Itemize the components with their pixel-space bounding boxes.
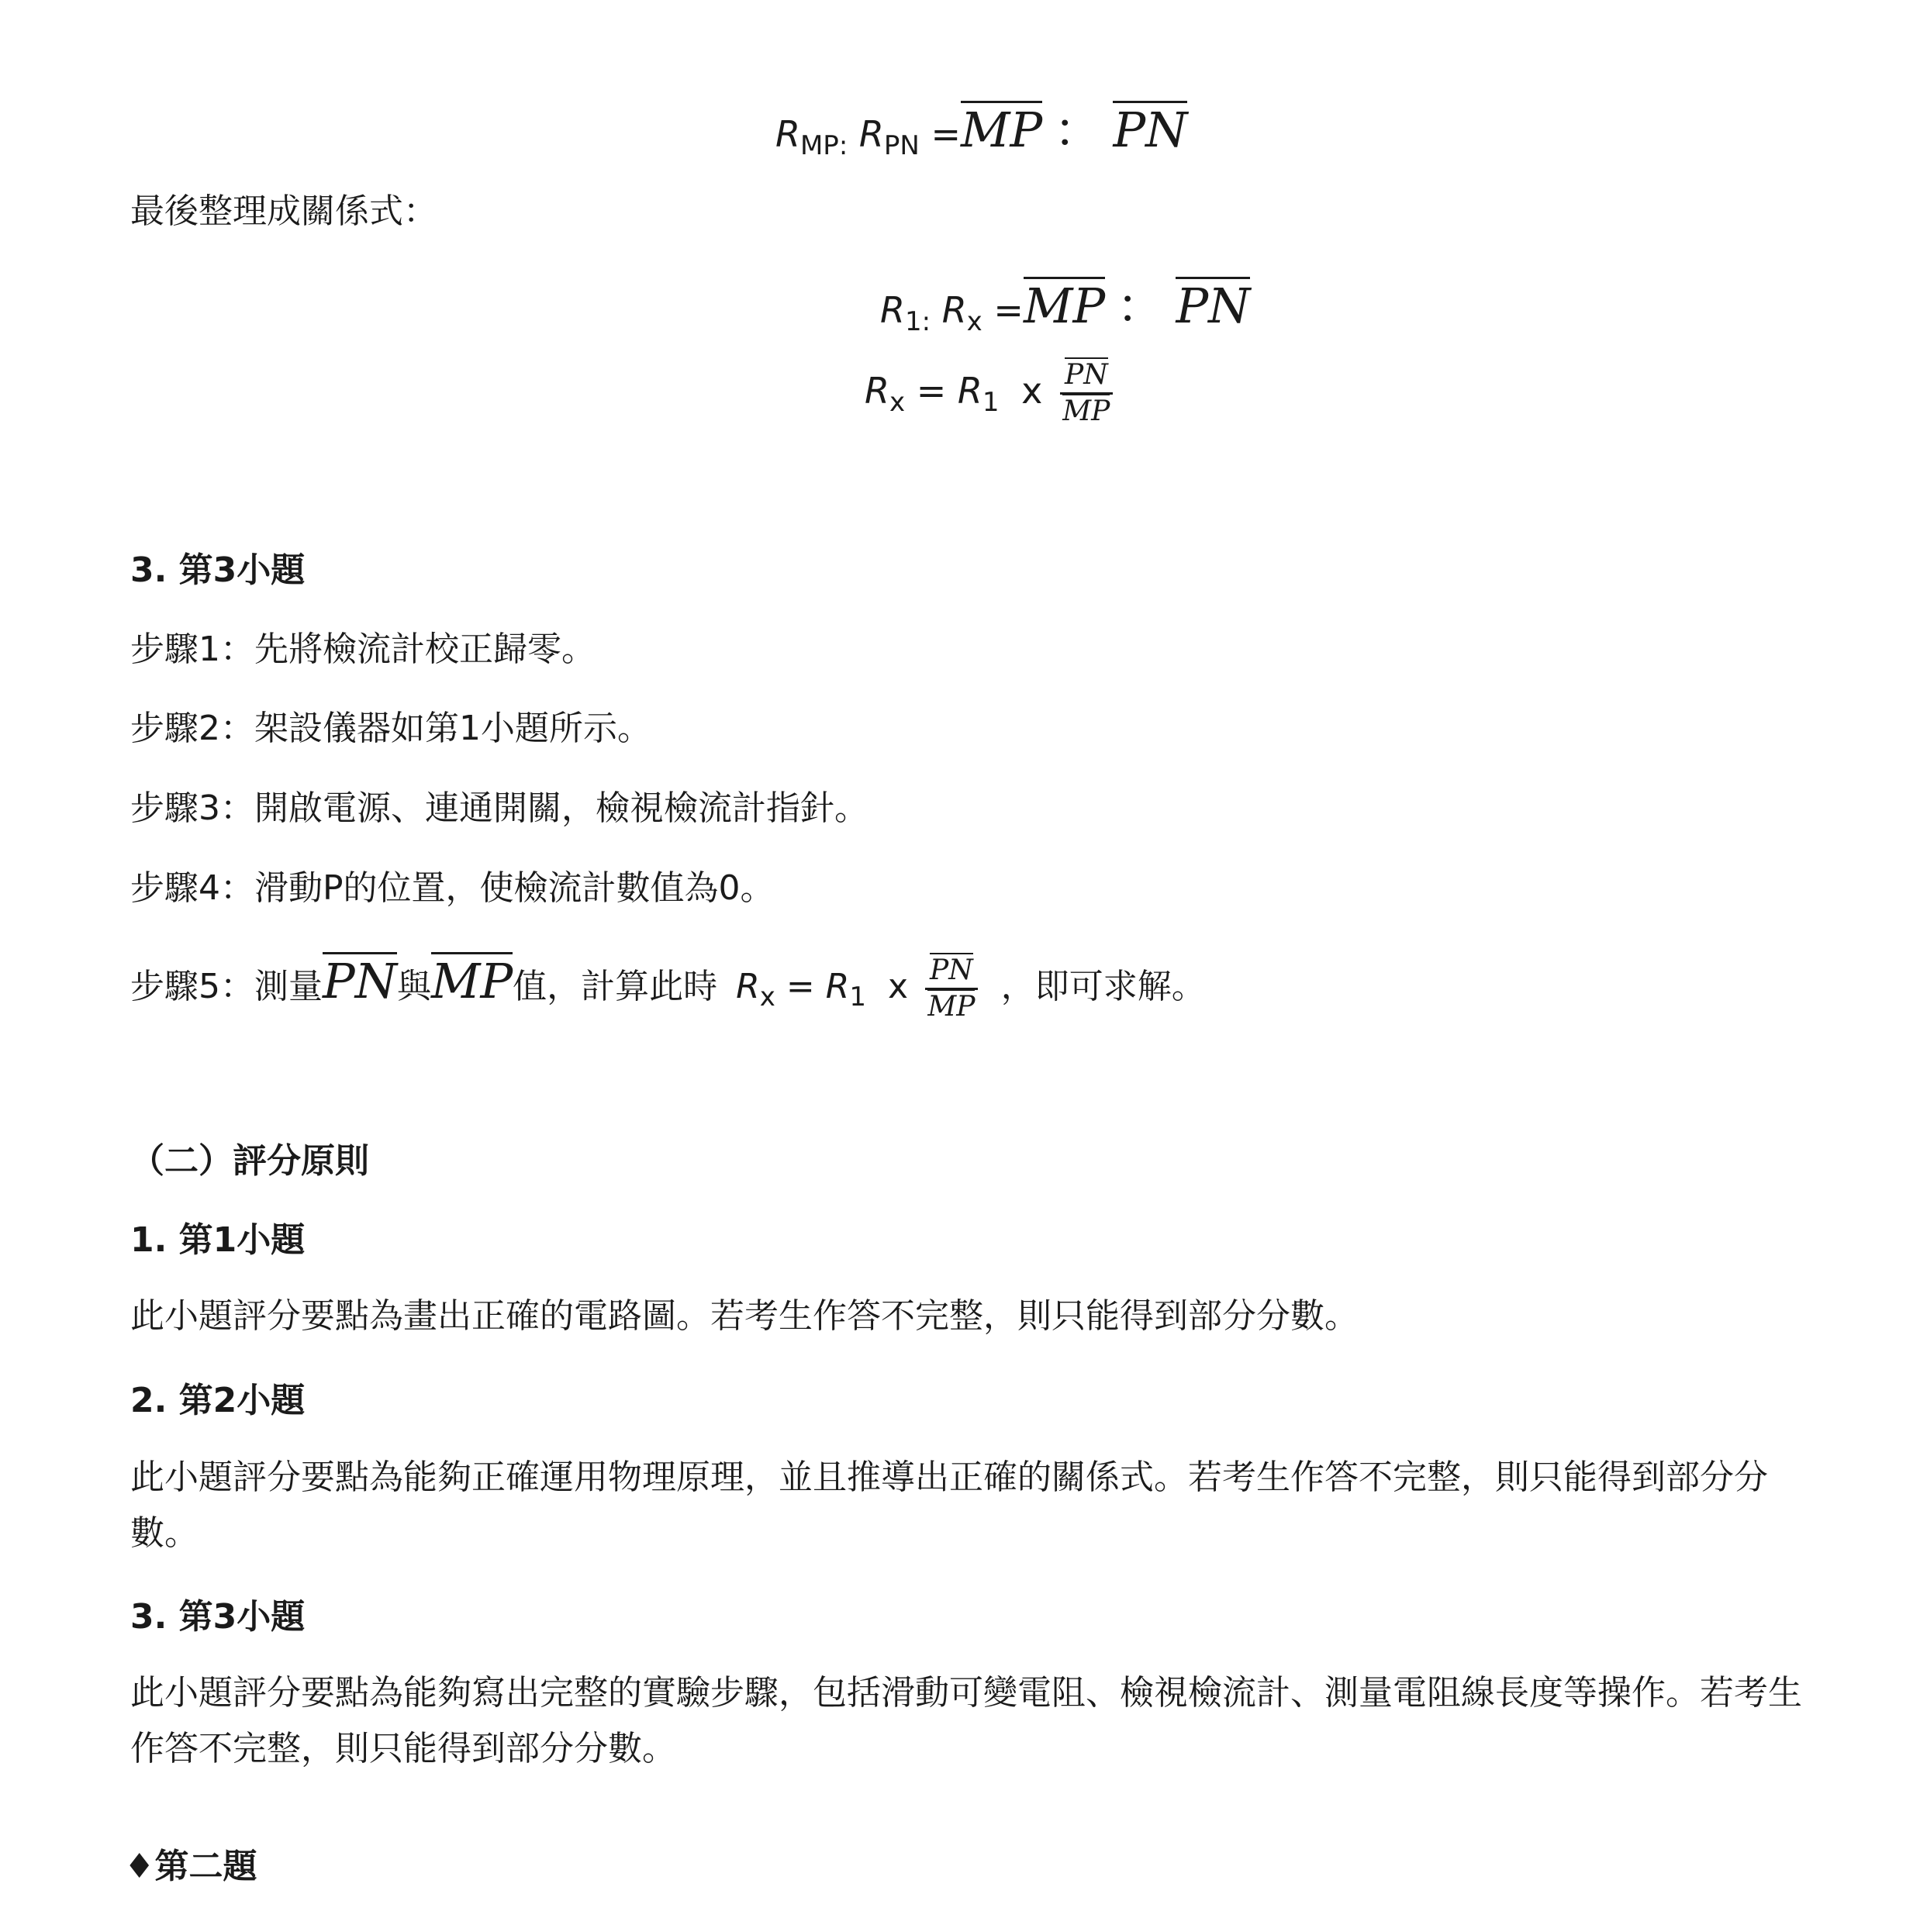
equation-ratio-r1-rx (880, 267, 1250, 337)
grading-item-text: 此小題評分要點為畫出正確的電路圖。若考生作答不完整，則只能得到部分分數。 (130, 1296, 1359, 1336)
eq-symbol: R (880, 289, 905, 331)
segment-mp: MP (1023, 278, 1106, 334)
segment-pn: PN (1176, 278, 1251, 334)
eq-equals: = (931, 113, 961, 155)
step-item-5 (130, 952, 1206, 1028)
step5-connector: 與 (396, 967, 431, 1006)
equation-ratio-mp-pn (775, 91, 1187, 161)
eq-subscript: 1 (904, 306, 922, 337)
grading-item-heading: 2. 第2小題 (130, 1381, 306, 1420)
eq-symbol: R (775, 113, 800, 155)
eq-separator: : (838, 130, 848, 161)
grading-item-heading: 1. 第1小題 (130, 1220, 306, 1260)
eq-subscript: PN (883, 130, 920, 161)
equation-rx-formula (865, 358, 1113, 429)
fraction-pn-over-mp (1060, 358, 1113, 429)
eq-subscript: x (966, 306, 982, 337)
step5-text: 值，計算此時 (513, 967, 718, 1006)
eq-colon: ： (1053, 102, 1102, 158)
intro-text: 最後整理成關係式： (130, 191, 437, 231)
eq-symbol: R (865, 370, 889, 412)
eq-equals: = (916, 370, 947, 412)
grading-item-text: 此小題評分要點為能夠正確運用物理原理，並且推導出正確的關係式。若考生作答不完整，則只能得到部分分數。 (130, 1458, 1768, 1553)
eq-colon: ： (1116, 278, 1165, 334)
segment-mp: MP (960, 102, 1043, 158)
eq-times: x (1021, 370, 1043, 412)
eq-symbol: R (941, 289, 967, 331)
fraction-denominator: MP (1062, 395, 1110, 427)
eq-subscript: x (889, 387, 906, 418)
step5-suffix: ，即可求解。 (1000, 967, 1206, 1006)
fraction-denominator: MP (927, 990, 976, 1023)
eq-subscript: 1 (849, 982, 866, 1013)
eq-times: x (887, 967, 909, 1006)
segment-pn: PN (323, 953, 397, 1009)
eq-subscript: MP (799, 130, 839, 161)
step-item: 步驟1：先將檢流計校正歸零。 (130, 630, 596, 669)
eq-symbol: R (957, 370, 982, 412)
step-item: 步驟3：開啟電源、連通開關，檢視檢流計指針。 (130, 788, 868, 828)
section-heading: 3. 第3小題 (130, 550, 306, 590)
eq-equals: = (786, 967, 815, 1006)
eq-symbol: R (825, 967, 850, 1006)
step-item: 步驟4：滑動P的位置，使檢流計數值為0。 (130, 868, 775, 908)
eq-subscript: x (759, 982, 775, 1013)
grading-item-heading: 3. 第3小題 (130, 1597, 306, 1637)
fraction-pn-over-mp (925, 954, 978, 1024)
eq-equals: = (993, 289, 1024, 331)
segment-pn: PN (1113, 102, 1188, 158)
eq-subscript: 1 (982, 387, 1000, 418)
segment-mp: MP (430, 953, 513, 1009)
step-item: 步驟2：架設儀器如第1小題所示。 (130, 709, 651, 748)
fraction-numerator: PN (930, 954, 973, 986)
fraction-numerator: PN (1064, 359, 1108, 391)
grading-item-text: 此小題評分要點為能夠寫出完整的實驗步驟，包括滑動可變電阻、檢視檢流計、測量電阻線長度等操作。若考生作答不完整，則只能得到部分分數。 (130, 1673, 1802, 1768)
eq-symbol: R (858, 113, 884, 155)
eq-separator: : (921, 306, 931, 337)
next-question-heading: ♦第二題 (124, 1847, 257, 1886)
grading-heading: （二）評分原則 (130, 1141, 369, 1181)
eq-symbol: R (736, 967, 760, 1006)
step5-prefix: 步驟5：測量 (130, 967, 323, 1006)
